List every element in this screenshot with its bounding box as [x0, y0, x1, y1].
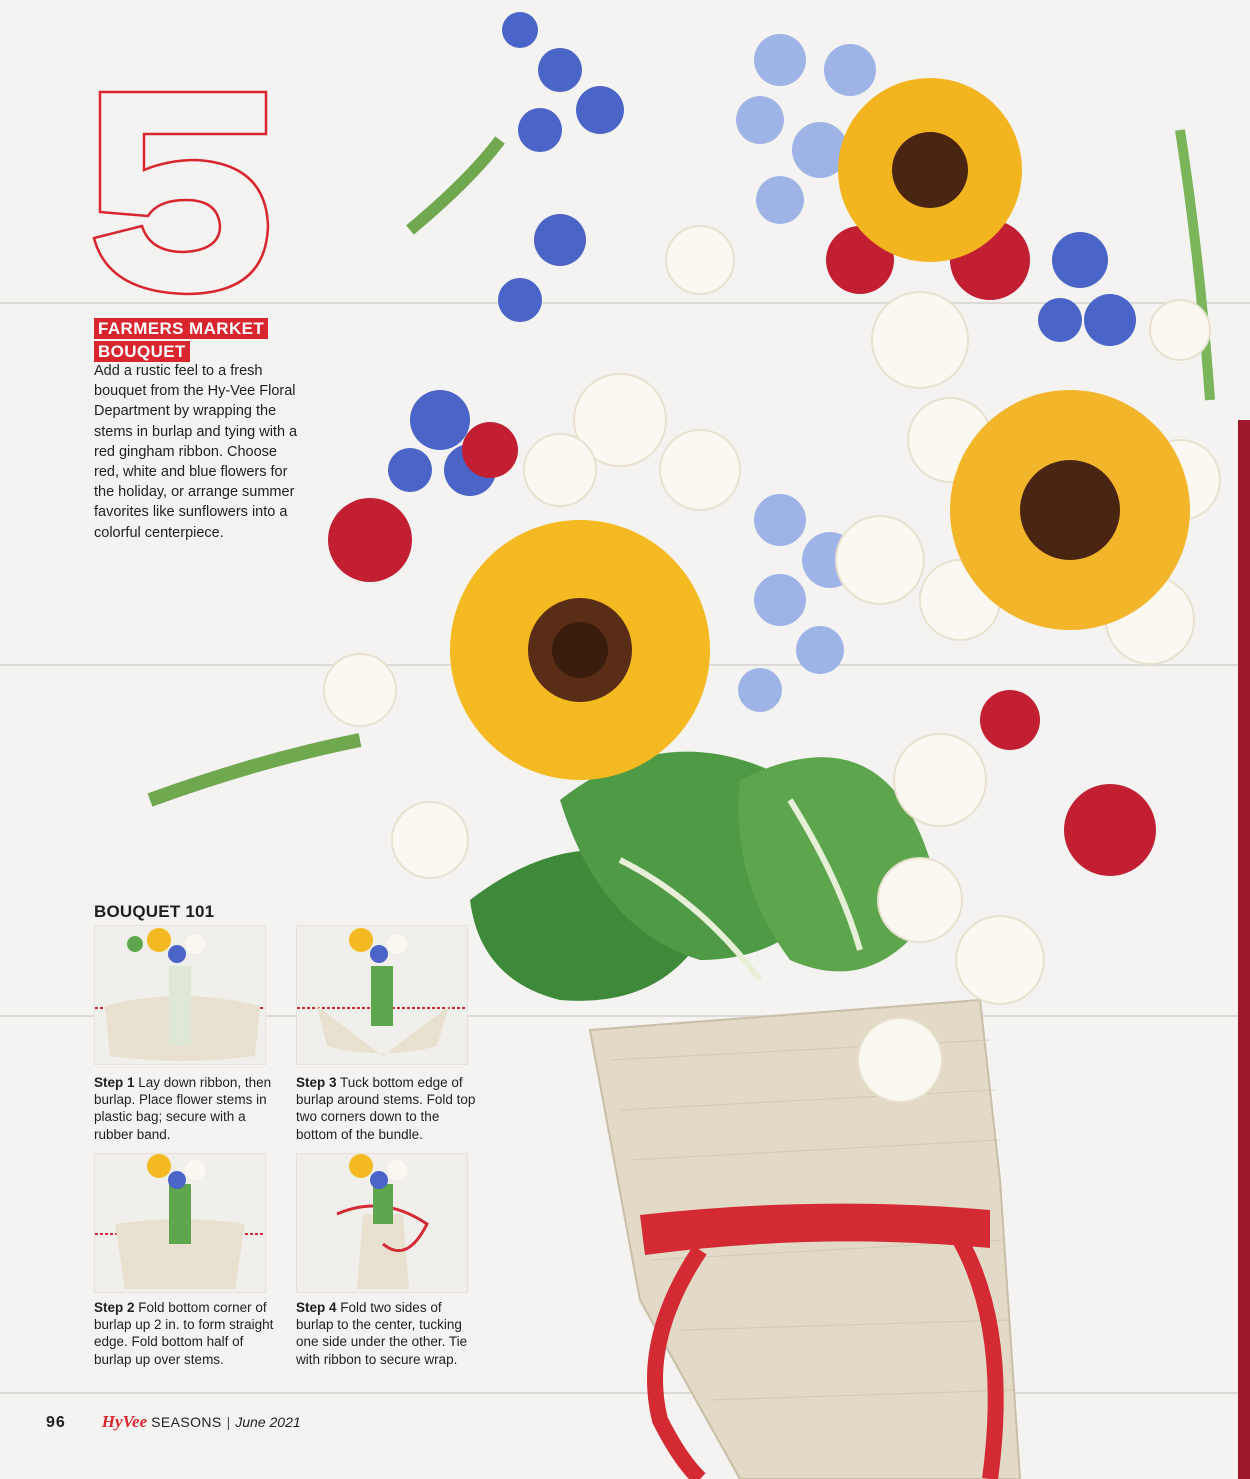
sunflower-2 — [950, 390, 1190, 630]
feature-number-graphic — [88, 88, 278, 298]
step-instructions: Lay down ribbon, then burlap. Place flower stems in plastic bag; secure with a rubber band. — [94, 1075, 272, 1142]
step-label: Step 4 — [296, 1300, 337, 1315]
footer-separator: | — [226, 1414, 231, 1430]
section-heading: BOUQUET 101 — [94, 902, 215, 921]
title-line-2: BOUQUET — [94, 341, 190, 362]
publication-name: SEASONS — [151, 1414, 222, 1430]
step-instructions: Fold bottom corner of burlap up 2 in. to form straight edge. Fold bottom half of burlap up over stems. — [94, 1300, 274, 1367]
step-3-text — [296, 1074, 481, 1143]
step-label: Step 3 — [296, 1075, 337, 1090]
brand-logo: HyVee — [101, 1412, 148, 1431]
issue-date: June 2021 — [235, 1414, 301, 1430]
step-4-text — [296, 1299, 481, 1368]
step-2-photo — [94, 1153, 266, 1293]
step-4-photo — [296, 1153, 468, 1293]
step-label: Step 2 — [94, 1300, 135, 1315]
title-line-1: FARMERS MARKET — [94, 318, 268, 339]
step-1-photo — [94, 925, 266, 1065]
page-footer — [46, 1412, 301, 1432]
sunflower-1 — [450, 520, 710, 780]
page-number: 96 — [46, 1414, 66, 1431]
step-2-text — [94, 1299, 279, 1368]
step-instructions: Fold two sides of burlap to the center, tucking one side under the other. Tie with ribbon to secure wrap. — [296, 1300, 468, 1367]
sunflower-3 — [838, 78, 1022, 262]
feature-title — [94, 318, 268, 364]
step-instructions: Tuck bottom edge of burlap around stems. Fold top two corners down to the bottom of the bundle. — [296, 1075, 476, 1142]
step-label: Step 1 — [94, 1075, 135, 1090]
intro-paragraph: Add a rustic feel to a fresh bouquet from the Hy-Vee Floral Department by wrapping the stems in burlap and tying with a red gingham ribbon. Choose red, white and blue flowers for the holiday, or arrange summer favorites like sunflowers into a colorful centerpiece. — [94, 363, 298, 541]
step-1-text — [94, 1074, 279, 1143]
step-3-photo — [296, 925, 468, 1065]
